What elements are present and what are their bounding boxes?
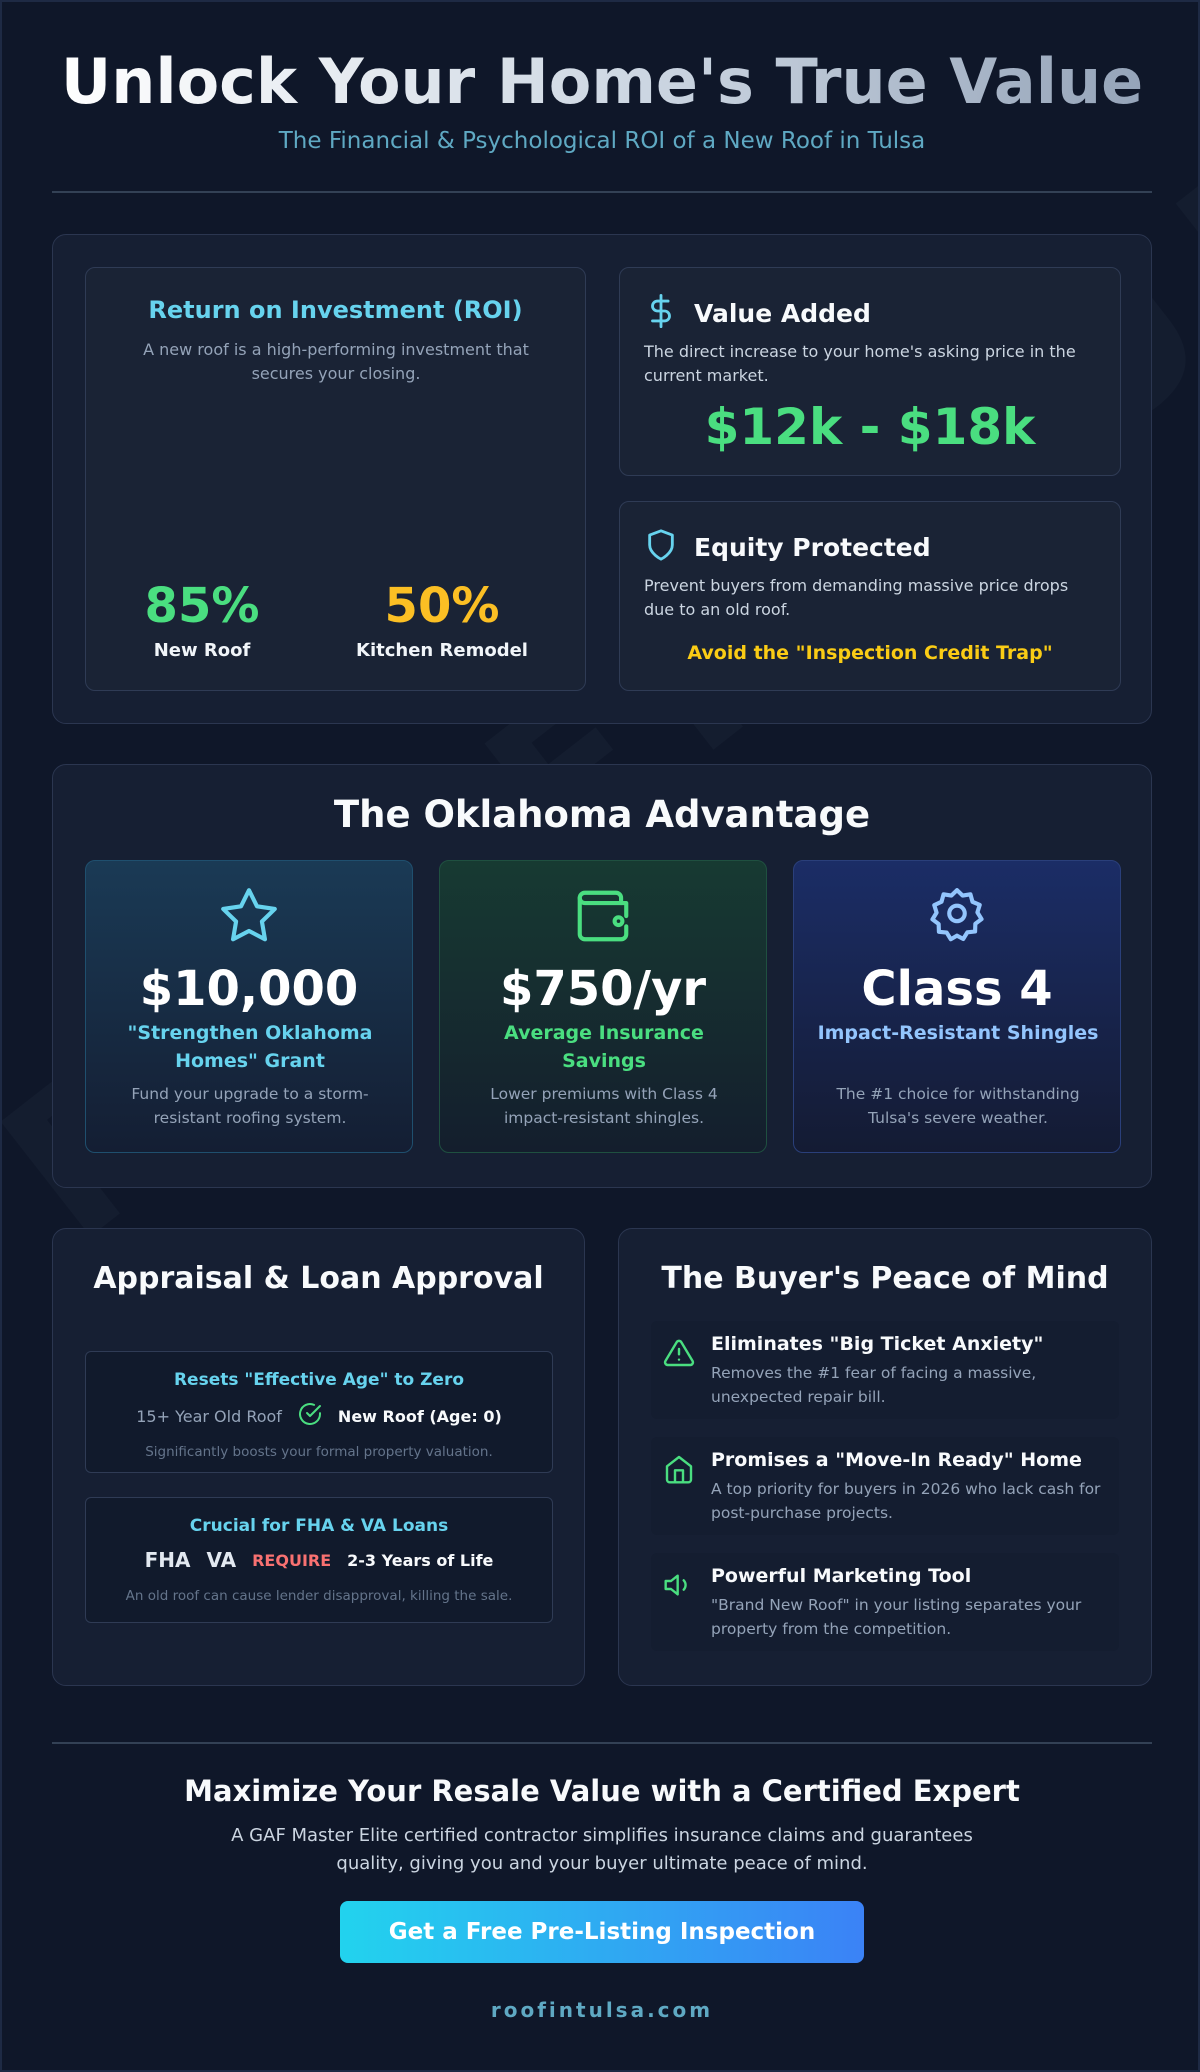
page-title: Unlock Your Home's True Value bbox=[52, 42, 1152, 122]
home-icon bbox=[663, 1453, 695, 1489]
roi-stat-label: New Roof bbox=[153, 640, 251, 661]
cta-title: Maximize Your Resale Value with a Certified Expert bbox=[184, 1774, 1020, 1808]
wallet-icon bbox=[440, 885, 766, 947]
oklahoma-title: The Oklahoma Advantage bbox=[333, 793, 871, 836]
oklahoma-card-description: Fund your upgrade to a storm-resistant roofing system. bbox=[131, 1085, 369, 1127]
dollar-icon bbox=[644, 292, 678, 334]
years-label: 2-3 Years of Life bbox=[347, 1550, 494, 1570]
oklahoma-card-class4 bbox=[793, 860, 1121, 1153]
oklahoma-card-subtitle: "Strengthen Oklahoma Homes" Grant bbox=[127, 1022, 373, 1072]
old-roof-label: 15+ Year Old Roof bbox=[136, 1406, 282, 1426]
fha-va-requirement bbox=[86, 1548, 552, 1572]
fha-va-note: An old roof can cause lender disapproval, killing the sale. bbox=[125, 1588, 513, 1604]
roi-card bbox=[85, 267, 586, 691]
equity-callout: Avoid the "Inspection Credit Trap" bbox=[687, 642, 1053, 664]
peace-item-description: A top priority for buyers in 2026 who lack cash for post-purchase projects. bbox=[711, 1480, 1101, 1522]
effective-age-box bbox=[85, 1351, 553, 1473]
oklahoma-card-value: $10,000 bbox=[139, 961, 359, 1017]
peace-item-description: "Brand New Roof" in your listing separates your property from the competition. bbox=[711, 1596, 1082, 1638]
value-added-title: Value Added bbox=[694, 298, 871, 328]
peace-item bbox=[651, 1553, 1119, 1651]
oklahoma-card-value: Class 4 bbox=[861, 961, 1053, 1017]
value-added-amount: $12k - $18k bbox=[704, 398, 1036, 456]
oklahoma-card-subtitle: Impact-Resistant Shingles bbox=[817, 1022, 1099, 1044]
fha-va-heading: Crucial for FHA & VA Loans bbox=[189, 1516, 449, 1536]
appraisal-title: Appraisal & Loan Approval bbox=[93, 1261, 544, 1296]
effective-age-heading: Resets "Effective Age" to Zero bbox=[173, 1370, 465, 1390]
peace-item-description: Removes the #1 fear of facing a massive, unexpected repair bill. bbox=[711, 1364, 1037, 1406]
cta-description: A GAF Master Elite certified contractor simplifies insurance claims and guarantees quality, giving you and your buyer ultimate peace of mind. bbox=[231, 1825, 973, 1874]
badge-icon bbox=[794, 885, 1120, 947]
roi-panel bbox=[52, 234, 1152, 724]
fha-label: FHA bbox=[144, 1548, 191, 1572]
effective-age-comparison bbox=[86, 1402, 552, 1430]
new-roof-label: New Roof (Age: 0) bbox=[337, 1406, 502, 1426]
peace-title: The Buyer's Peace of Mind bbox=[661, 1261, 1109, 1296]
equity-heading bbox=[644, 526, 931, 568]
oklahoma-panel bbox=[52, 764, 1152, 1188]
peace-item-title: Eliminates "Big Ticket Anxiety" bbox=[711, 1333, 1044, 1355]
value-added-description: The direct increase to your home's asking price in the current market. bbox=[644, 342, 1076, 385]
roi-stat-new-roof bbox=[102, 578, 302, 661]
roi-stat-kitchen bbox=[342, 578, 542, 661]
value-added-heading bbox=[644, 292, 871, 334]
peace-item bbox=[651, 1321, 1119, 1419]
appraisal-panel bbox=[52, 1228, 585, 1686]
peace-item-title: Powerful Marketing Tool bbox=[711, 1565, 972, 1587]
va-label: VA bbox=[206, 1548, 237, 1572]
roi-description: A new roof is a high-performing investment that secures your closing. bbox=[143, 340, 529, 383]
shield-icon bbox=[644, 526, 678, 568]
effective-age-note: Significantly boosts your formal property valuation. bbox=[145, 1444, 493, 1460]
star-icon bbox=[86, 885, 412, 947]
peace-panel bbox=[618, 1228, 1152, 1686]
fha-va-box bbox=[85, 1497, 553, 1623]
free-inspection-button[interactable]: Get a Free Pre-Listing Inspection bbox=[340, 1901, 864, 1963]
cta-divider bbox=[52, 1742, 1152, 1744]
website-link[interactable]: roofintulsa.com bbox=[490, 1998, 714, 2022]
oklahoma-card-subtitle: Average Insurance Savings bbox=[504, 1022, 704, 1072]
require-label: REQUIRE bbox=[252, 1550, 332, 1570]
equity-card bbox=[619, 501, 1121, 691]
roi-stat-value: 50% bbox=[384, 578, 500, 634]
roi-stat-value: 85% bbox=[144, 578, 260, 634]
value-added-card bbox=[619, 267, 1121, 476]
warning-icon bbox=[663, 1337, 695, 1373]
oklahoma-card-description: Lower premiums with Class 4 impact-resistant shingles. bbox=[490, 1085, 718, 1127]
header-divider bbox=[52, 191, 1152, 193]
oklahoma-card-value: $750/yr bbox=[499, 961, 707, 1017]
peace-item-title: Promises a "Move-In Ready" Home bbox=[711, 1449, 1082, 1471]
page-subtitle: The Financial & Psychological ROI of a New Roof in Tulsa bbox=[278, 128, 926, 154]
header bbox=[52, 42, 1152, 154]
equity-title: Equity Protected bbox=[694, 532, 931, 562]
oklahoma-card-grant bbox=[85, 860, 413, 1153]
equity-description: Prevent buyers from demanding massive price drops due to an old roof. bbox=[644, 576, 1069, 619]
peace-item bbox=[651, 1437, 1119, 1535]
roi-stat-label: Kitchen Remodel bbox=[356, 640, 528, 661]
check-circle-icon bbox=[298, 1402, 322, 1430]
roi-title: Return on Investment (ROI) bbox=[148, 296, 523, 324]
megaphone-icon bbox=[663, 1569, 695, 1605]
oklahoma-card-description: The #1 choice for withstanding Tulsa's severe weather. bbox=[836, 1085, 1080, 1127]
oklahoma-card-insurance bbox=[439, 860, 767, 1153]
